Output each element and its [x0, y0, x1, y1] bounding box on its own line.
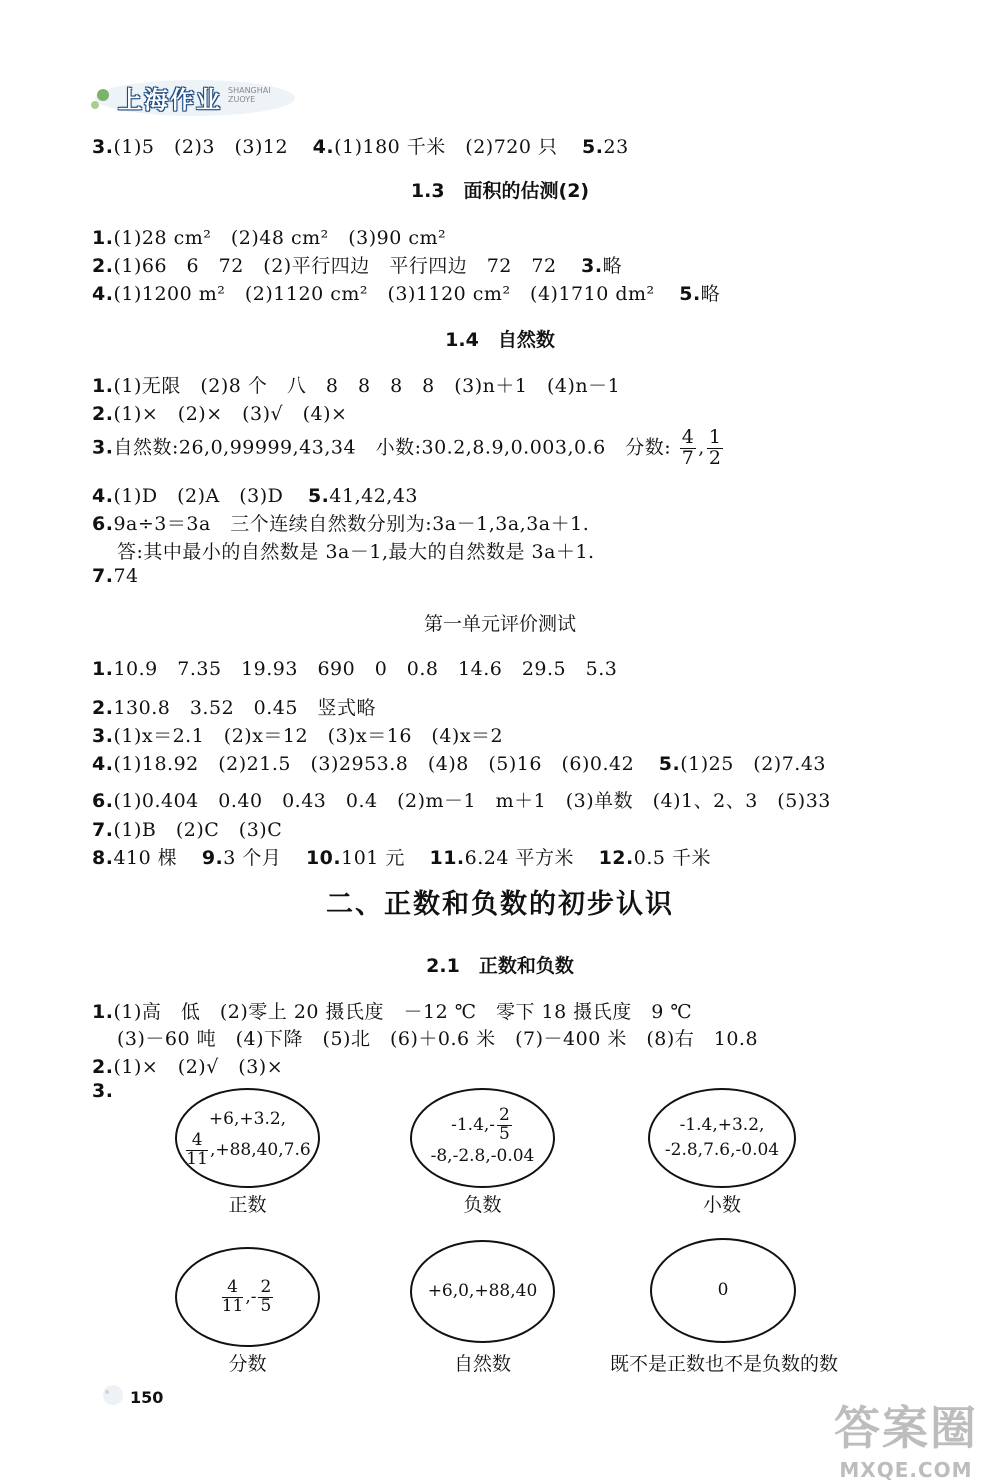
answer-line: 2.(1)× (2)× (3)√ (4)× — [92, 403, 348, 425]
answer-line: 1.(1)28 cm² (2)48 cm² (3)90 cm² — [92, 227, 447, 249]
oval-label: 分数 — [228, 1353, 267, 1375]
oval-positive: +6,+3.2, $\frac{4}{11}$ ,+88,40,7.6 — [175, 1088, 320, 1188]
answer-line: 3.自然数:26,0,99999,43,34 小数:30.2,8.9,0.003,0.6 分数: $\frac{4}{7}$ , $\frac{1}{2}$ — [92, 426, 722, 469]
section-title: 2.1 正数和负数 — [426, 955, 574, 977]
answer-line: 6.(1)0.404 0.40 0.43 0.4 (2)m－1 m＋1 (3)单数 (4)1、2、3 (5)33 — [92, 790, 831, 812]
section-title: 1.3 面积的估测(2) — [410, 180, 590, 202]
answer-line: 答:其中最小的自然数是 3a－1,最大的自然数是 3a＋1. — [117, 541, 595, 563]
answer-line: 2.(1)66 6 72 (2)平行四边 平行四边 72 72 3.略 — [92, 255, 623, 277]
answer-line: 3. — [92, 1080, 114, 1102]
chapter-title: 二、正数和负数的初步认识 — [326, 889, 674, 920]
answer-line: 8.410 棵 9.3 个月 10.101 元 11.6.24 平方米 12.0.5 千米 — [92, 847, 711, 869]
section-title: 1.4 自然数 — [445, 329, 555, 351]
answer-line: 3.(1)5 (2)3 (3)12 4.(1)180 千米 (2)720 只 5.23 — [92, 136, 629, 158]
fraction: $\frac{4}{11}$ — [186, 1130, 208, 1170]
answer-line: 7.(1)B (2)C (3)C — [92, 819, 283, 841]
answer-line: 4.(1)18.92 (2)21.5 (3)2953.8 (4)8 (5)16 (6)0.42 5.(1)25 (2)7.43 — [92, 753, 826, 775]
oval-label: 小数 — [702, 1194, 741, 1216]
footer-decoration-icon — [95, 1380, 135, 1410]
answer-line: 7.74 — [92, 565, 139, 587]
answer-line: 3.(1)x＝2.1 (2)x＝12 (3)x＝16 (4)x＝2 — [92, 725, 504, 747]
answer-line: 6.9a÷3＝3a 三个连续自然数分别为:3a－1,3a,3a＋1. — [92, 513, 590, 535]
oval-label: 负数 — [463, 1194, 502, 1216]
section-title: 第一单元评价测试 — [423, 613, 576, 635]
oval-label: 正数 — [228, 1194, 267, 1216]
fraction: $\frac{4}{7}$ — [681, 426, 695, 469]
logo-subtitle: SHANGHAI ZUOYE — [228, 86, 271, 104]
answer-line: 2.130.8 3.52 0.45 竖式略 — [92, 697, 376, 719]
answer-line: 1.(1)无限 (2)8 个 八 8 8 8 8 (3)n＋1 (4)n－1 — [92, 375, 621, 397]
oval-decimal: -1.4,+3.2, -2.8,7.6,-0.04 — [648, 1088, 796, 1188]
oval-negative: -1.4,- $\frac{2}{5}$ -8,-2.8,-0.04 — [410, 1088, 555, 1188]
oval-label: 既不是正数也不是负数的数 — [609, 1353, 838, 1375]
fraction: $\frac{2}{5}$ — [499, 1104, 510, 1144]
watermark — [834, 1392, 978, 1482]
oval-label: 自然数 — [453, 1353, 511, 1375]
answer-line: (3)－60 吨 (4)下降 (5)北 (6)＋0.6 米 (7)－400 米 (8)右 10.8 — [117, 1028, 759, 1050]
answer-line: 1.10.9 7.35 19.93 690 0 0.8 14.6 29.5 5.3 — [92, 658, 618, 680]
oval-neither: 0 — [650, 1238, 796, 1343]
oval-fraction: $\frac{4}{11}$ ,- $\frac{2}{5}$ — [175, 1247, 320, 1347]
answer-line: 2.(1)× (2)√ (3)× — [92, 1056, 284, 1078]
watermark-url: MXQE.COM — [839, 1458, 973, 1482]
fraction: $\frac{2}{5}$ — [260, 1276, 272, 1316]
oval-natural: +6,0,+88,40 — [410, 1240, 555, 1343]
fraction: $\frac{4}{11}$ — [221, 1276, 244, 1316]
answer-line: 4.(1)D (2)A (3)D 5.41,42,43 — [92, 485, 418, 507]
watermark-logo: 答案圈 — [834, 1401, 978, 1455]
page-number: 150 — [130, 1388, 164, 1407]
answer-line: 1.(1)高 低 (2)零上 20 摄氏度 －12 ℃ 零下 18 摄氏度 9 ℃ — [92, 1001, 693, 1023]
fraction: $\frac{1}{2}$ — [708, 426, 722, 469]
logo-text: 上海作业 — [118, 86, 222, 114]
answer-line: 4.(1)1200 m² (2)1120 cm² (3)1120 cm² (4)1710 dm² 5.略 — [92, 283, 721, 305]
